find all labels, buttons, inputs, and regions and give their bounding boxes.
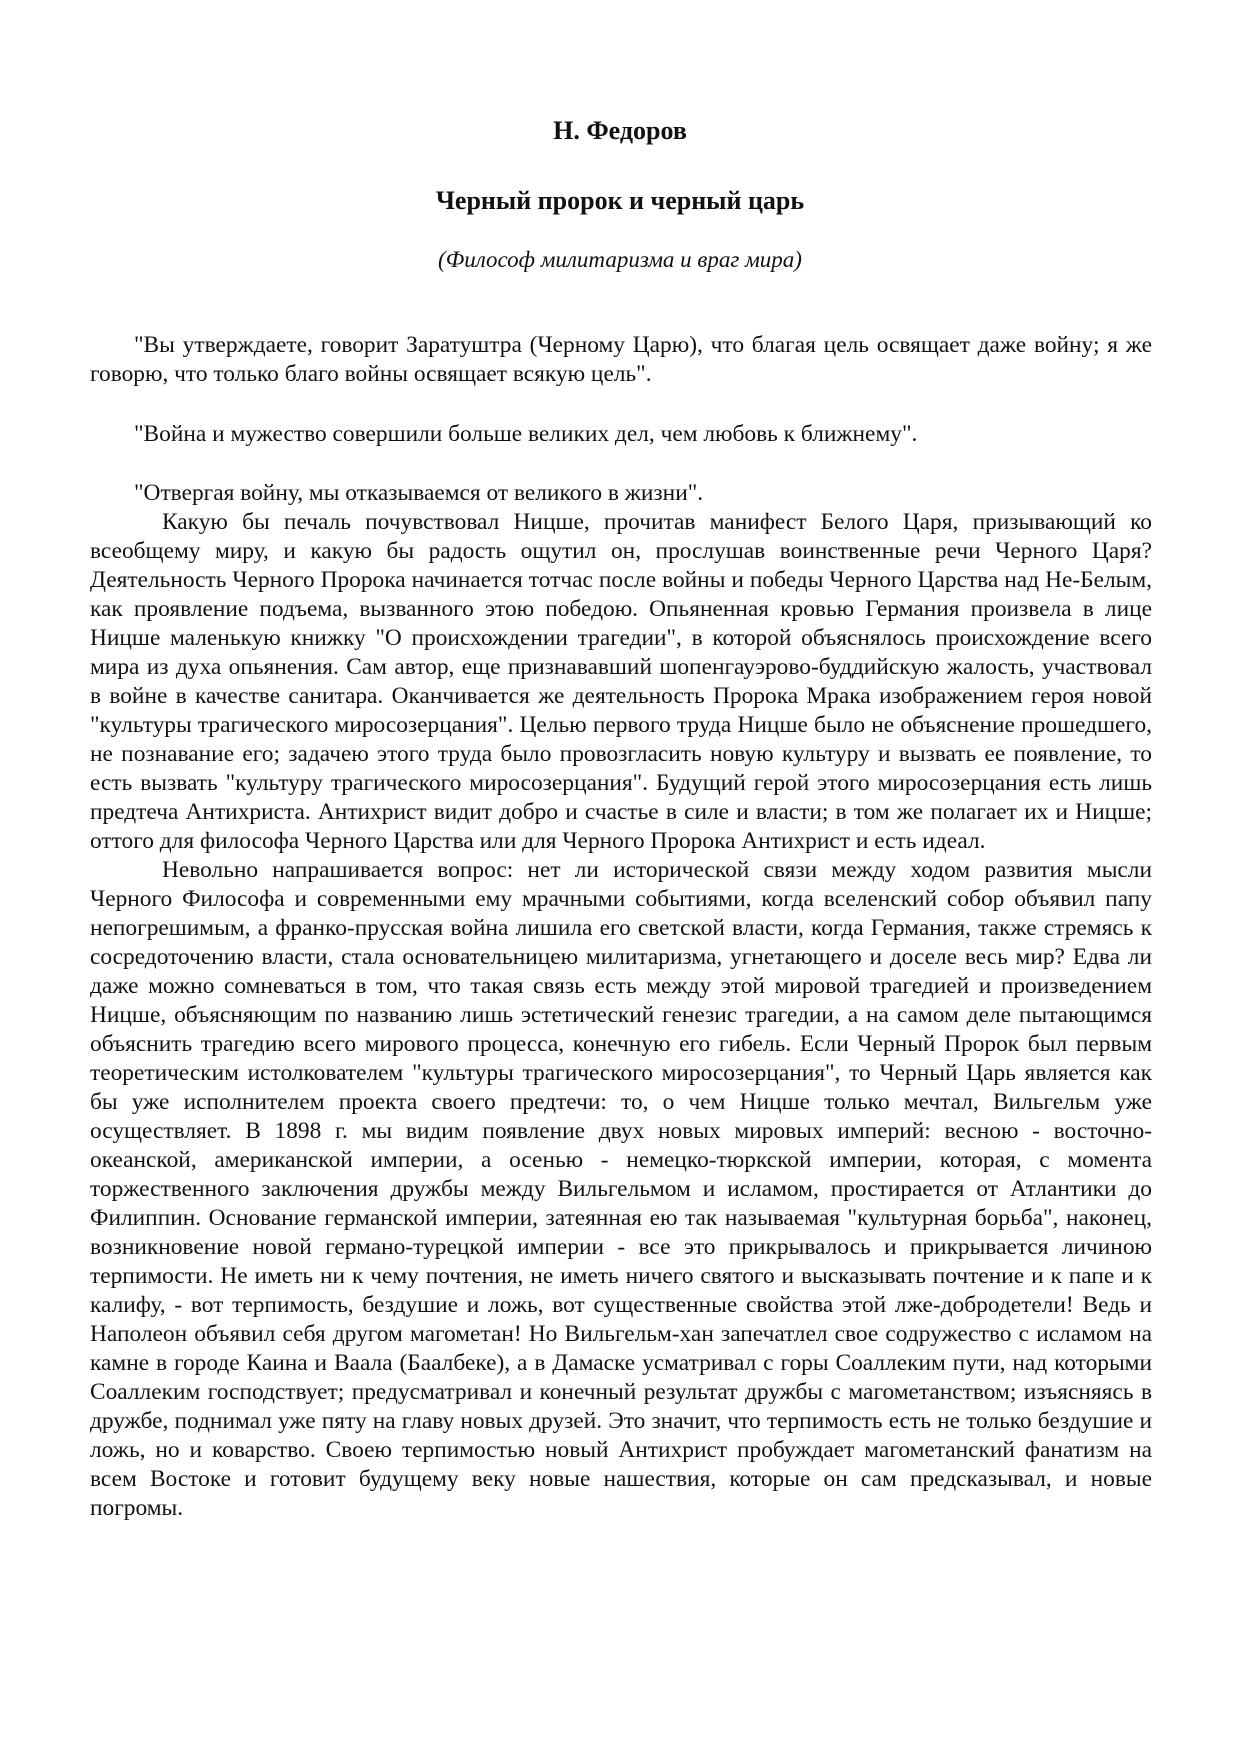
body-paragraph-2: Невольно напрашивается вопрос: нет ли исторической связи между ходом развития мысли Черного Философа и современными ему мрачными событиями, когда вселенский собор объявил папу непогрешимым, а франко-прусская война лишила его светской власти, когда Германия, также стремясь к сосредоточению власти, стала основательницею милитаризма, угнетающего и доселе весь мир? Едва ли даже можно сомневаться в том, что такая связь есть между этой мировой трагедией и произведением Ницше, объясняющим по названию лишь эстетический генезис трагедии, а на самом деле пытающимся объяснить трагедию всего мирового процесса, конечную его гибель. Если Черный Пророк был первым теоретическим истолкователем "культуры трагического миросозерцания", то Черный Царь является как бы уже исполнителем проекта своего предтечи: то, о чем Ницше только мечтал, Вильгельм уже осуществляет. В 1898 г. мы видим появление двух новых мировых империй: весною - восточно-океанской, американской империи, а осенью - немецко-тюркской империи, которая, с момента торжественного заключения дружбы между Вильгельмом и исламом, простирается от Атлантики до Филиппин. Основание германской империи, затеянная ею так называемая "культурная борьба", наконец, возникновение новой германо-турецкой империи - все это прикрывалось и прикрывается личиною терпимости. Не иметь ни к чему почтения, не иметь ничего святого и высказывать почтение и к папе и к калифу, - вот терпимость, бездушие и ложь, вот существенные свойства этой лже-добродетели! Ведь и Наполеон объявил себя другом магометан! Но Вильгельм-хан запечатлел свое содружество с исламом на камне в городе Каина и Ваала (Баалбеке), а в Дамаске усматривал с горы Соаллеким пути, над которыми Соаллеким господствует; предусматривал и конечный результат дружбы с магометанством; изъясняясь в дружбе, поднимал уже пяту на главу новых друзей. Это значит, что терпимость есть не только бездушие и ложь, но и коварство. Своею терпимостью новый Антихрист пробуждает магометанский фанатизм на всем Востоке и готовит будущему веку новые нашествия, которые он сам предсказывал, и новые погромы. — [90, 857, 1152, 1521]
author-name: Н. Федоров — [553, 116, 687, 145]
main-text — [90, 479, 1152, 1523]
epigraph-quote-2: "Война и мужество совершили больше великих дел, чем любовь к ближнему". — [134, 421, 918, 447]
article-subtitle: (Философ милитаризма и враг мира) — [438, 247, 802, 272]
epigraph-quote-1: "Вы утверждаете, говорит Заратуштра (Черному Царю), что благая цель освящает даже войну; я же говорю, что только благо войны освящает всякую цель". — [90, 332, 1152, 387]
epigraph-block-2 — [90, 420, 1152, 449]
article-title: Черный пророк и черный царь — [435, 186, 805, 215]
epigraph-quote-3: "Отвергая войну, мы отказываемся от великого в жизни". — [134, 480, 704, 506]
body-paragraph-1: Какую бы печаль почувствовал Ницше, прочитав манифест Белого Царя, призывающий ко всеобщему миру, и какую бы радость ощутил он, прослушав воинственные речи Черного Царя? Деятельность Черного Пророка начинается тотчас после войны и победы Черного Царства над Не-Белым, как проявление подъема, вызванного этою победою. Опьяненная кровью Германия произвела в лице Ницше маленькую книжку "О происхождении трагедии", в которой объяснялось происхождение всего мира из духа опьянения. Сам автор, еще признававший шопенгауэрово-буддийскую жалость, участвовал в войне в качестве санитара. Оканчивается же деятельность Пророка Мрака изображением героя новой "культуры трагического миросозерцания". Целью первого труда Ницше было не объяснение прошедшего, не познавание его; задачею этого труда было провозгласить новую культуру и вызвать ее появление, то есть вызвать "культуру трагического миросозерцания". Будущий герой этого миросозерцания есть лишь предтеча Антихриста. Антихрист видит добро и счастье в силе и власти; в том же полагает их и Ницше; оттого для философа Черного Царства или для Черного Пророка Антихрист и есть идеал. — [90, 509, 1152, 854]
epigraph-block-1 — [90, 331, 1152, 389]
